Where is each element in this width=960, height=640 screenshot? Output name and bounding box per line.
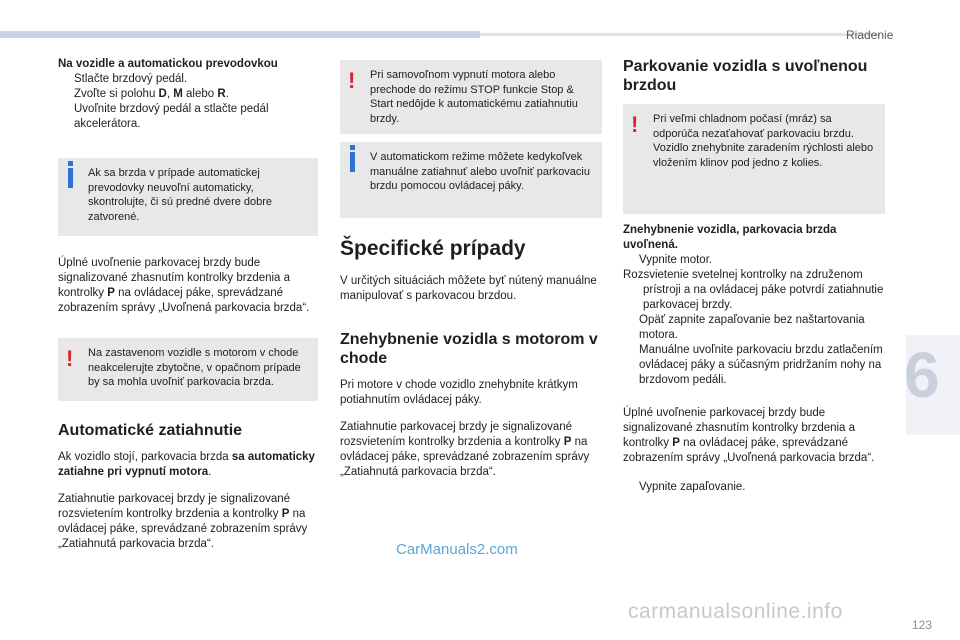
step-text: Manuálne uvoľnite parkovaciu brzdu zatlačením ovládacej páky a súčasným pridržaním nohy na brzdovom pedáli. bbox=[639, 344, 883, 386]
main-title: Špecifické prípady bbox=[340, 237, 526, 260]
step-item bbox=[58, 72, 318, 87]
subheading-parking: Znehybnenie vozidla, parkovacia brzda uvoľnená. bbox=[623, 224, 837, 251]
section-title: Parkovanie vozidla s uvoľnenou brzdou bbox=[623, 58, 868, 94]
gear-d: D bbox=[158, 88, 167, 100]
paragraph: Ak vozidlo stojí, parkovacia brzda sa automaticky zatiahne pri vypnutí motora. bbox=[58, 451, 315, 478]
paragraph: Úplné uvoľnenie parkovacej brzdy bude signalizované zhasnutím kontrolky brzdenia a kontrolky P na ovládacej páke, sprevádzané zobrazením správy „Uvoľnená parkovacia brzda“. bbox=[623, 407, 875, 464]
section-title: Znehybnenie vozidla s motorom v chode bbox=[340, 331, 598, 367]
warning-text: Pri samovoľnom vypnutí motora alebo prechode do režimu STOP funkcie Stop & Start nedôjde k automatickému zatiahnutiu brzdy. bbox=[370, 69, 578, 125]
step-text: Opäť zapnite zapaľovanie bez naštartovania motora. bbox=[639, 314, 865, 341]
step-item bbox=[623, 313, 885, 343]
header-bar-line bbox=[480, 33, 880, 36]
chapter-number: 6 bbox=[904, 339, 940, 411]
info-box bbox=[340, 142, 602, 218]
section-name: Riadenie bbox=[846, 28, 894, 42]
step-text: , bbox=[166, 88, 174, 100]
step-text: . bbox=[225, 88, 229, 100]
step-text: Stlačte brzdový pedál. bbox=[74, 73, 188, 85]
column-2 bbox=[340, 60, 602, 480]
info-text: Ak sa brzda v prípade automatickej prevodovky neuvoľní automaticky, skontrolujte, či sú predné dvere dobre zatvorené. bbox=[88, 167, 273, 223]
warning-box bbox=[340, 60, 602, 134]
step-text: Vypnite motor. bbox=[639, 254, 713, 266]
page-number: 123 bbox=[912, 618, 933, 632]
step-text: Zvoľte si polohu bbox=[74, 88, 159, 100]
step-item bbox=[58, 87, 318, 102]
info-icon bbox=[350, 152, 355, 172]
gear-m: M bbox=[173, 88, 183, 100]
paragraph: Pri motore v chode vozidlo znehybnite krátkym potiahnutím ovládacej páky. bbox=[340, 379, 578, 406]
step-item bbox=[623, 253, 885, 268]
column-1 bbox=[58, 57, 318, 552]
column-3 bbox=[623, 57, 885, 495]
paragraph: Zatiahnutie parkovacej brzdy je signalizované rozsvietením kontrolky brzdenia a kontrolky P na ovládacej páke, sprevádzané zobrazením správy „Zatiahnutá parkovacia brzda“. bbox=[340, 421, 590, 478]
step-text: Uvoľnite brzdový pedál a stlačte pedál akcelerátora. bbox=[74, 103, 269, 130]
step-text: Vypnite zapaľovanie. bbox=[639, 481, 746, 493]
step-item bbox=[623, 343, 885, 388]
step-item bbox=[623, 480, 885, 495]
warning-text: Na zastavenom vozidle s motorom v chode neakcelerujte zbytočne, v opačnom prípade by sa mohla uvoľniť parkovacia brzda. bbox=[88, 347, 301, 388]
info-text: V automatickom režime môžete kedykoľvek manuálne zatiahnuť alebo uvoľniť parkovaciu brzdu pomocou ovládacej páky. bbox=[370, 151, 590, 192]
gear-r: R bbox=[217, 88, 226, 100]
step-text: alebo bbox=[182, 88, 218, 100]
paragraph: V určitých situáciách môžete byť nútený manuálne manipulovať s parkovacou brzdou. bbox=[340, 275, 597, 302]
watermark-link[interactable]: CarManuals2.com bbox=[396, 541, 518, 558]
paragraph: Zatiahnutie parkovacej brzdy je signalizované rozsvietením kontrolky brzdenia a kontrolky P na ovládacej páke, sprevádzané zobrazením správy „Zatiahnutá parkovacia brzda“. bbox=[58, 493, 308, 550]
warning-box bbox=[623, 104, 885, 214]
warning-icon: ! bbox=[631, 112, 639, 137]
step-note: Rozsvietenie svetelnej kontrolky na združenom prístroji a na ovládacej páke potvrdí zatiahnutie parkovacej brzdy. bbox=[623, 269, 884, 311]
section-title: Automatické zatiahnutie bbox=[58, 422, 243, 439]
header-bar-accent bbox=[0, 31, 480, 38]
warning-icon: ! bbox=[348, 68, 356, 93]
info-box bbox=[58, 158, 318, 236]
subheading-automatic: Na vozidle a automatickou prevodovkou bbox=[58, 58, 278, 70]
paragraph: Úplné uvoľnenie parkovacej brzdy bude signalizované zhasnutím kontrolky brzdenia a kontrolky P na ovládacej páke, sprevádzané zobrazením správy „Uvoľnená parkovacia brzda“. bbox=[58, 257, 310, 314]
warning-box bbox=[58, 338, 318, 401]
warning-icon: ! bbox=[66, 346, 74, 371]
info-icon bbox=[68, 168, 73, 188]
warning-text: Pri veľmi chladnom počasí (mráz) sa odporúča nezaťahovať parkovaciu brzdu. Vozidlo znehybnite zaradením rýchlosti alebo vložením klinov pod jedno z kolies. bbox=[653, 113, 874, 169]
step-item bbox=[58, 102, 318, 132]
watermark-footer: carmanualsonline.info bbox=[628, 600, 843, 623]
